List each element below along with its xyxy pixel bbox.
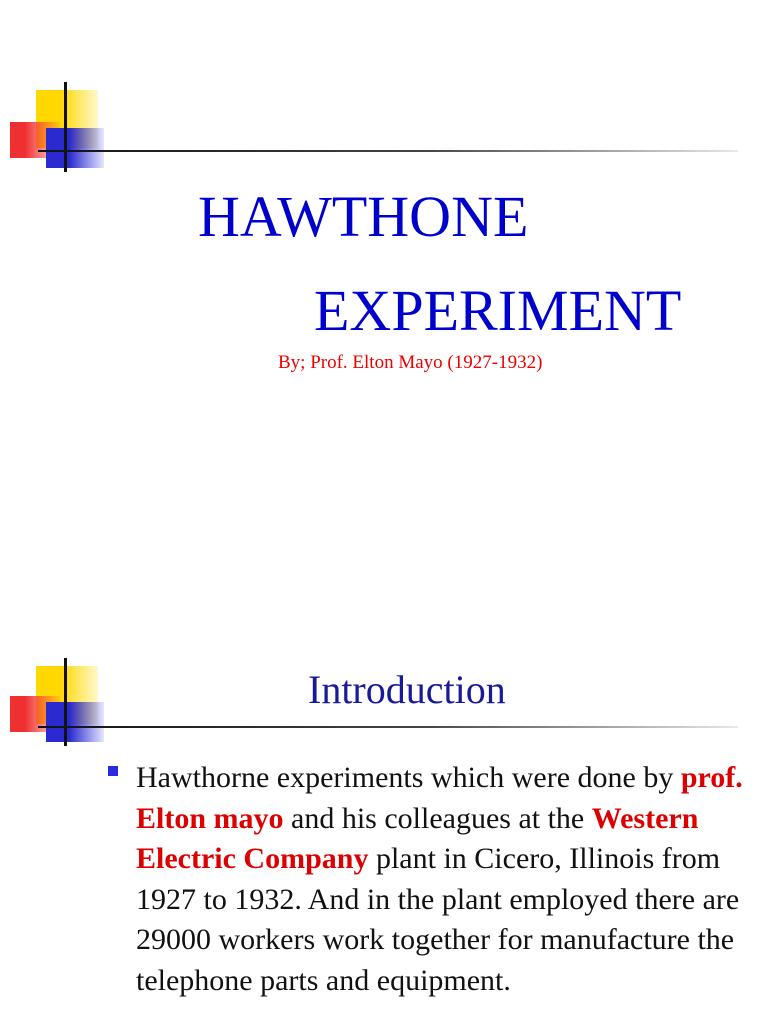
blue-square-decoration xyxy=(46,702,104,742)
bullet-text-part1: Hawthorne experiments which were done by xyxy=(136,761,681,794)
blue-square-decoration xyxy=(46,128,104,168)
horizontal-rule xyxy=(38,726,738,728)
highlight-western-electric: Western Electric Company xyxy=(136,801,699,875)
corner-decoration xyxy=(0,0,768,140)
square-bullet-icon xyxy=(108,766,118,776)
slide-title-line2: EXPERIMENT xyxy=(314,278,682,343)
bullet-text-part3: plant in Cicero, Illinois from 1927 to 1932. And in the plant employed there are 29000 workers work together for manufacture the telephone parts and equipment. xyxy=(136,842,740,997)
bullet-text-part2: and his colleagues at the xyxy=(283,801,592,835)
bullet-text xyxy=(136,758,756,1001)
horizontal-rule xyxy=(38,150,738,152)
slide-title-line1: HAWTHONE xyxy=(198,184,529,249)
vertical-rule xyxy=(64,82,67,172)
highlight-elton-mayo: prof. Elton mayo xyxy=(136,761,743,835)
introduction-slide xyxy=(0,560,768,1024)
author-byline: By; Prof. Elton Mayo (1927-1932) xyxy=(278,352,543,373)
slide-heading: Introduction xyxy=(308,667,506,712)
